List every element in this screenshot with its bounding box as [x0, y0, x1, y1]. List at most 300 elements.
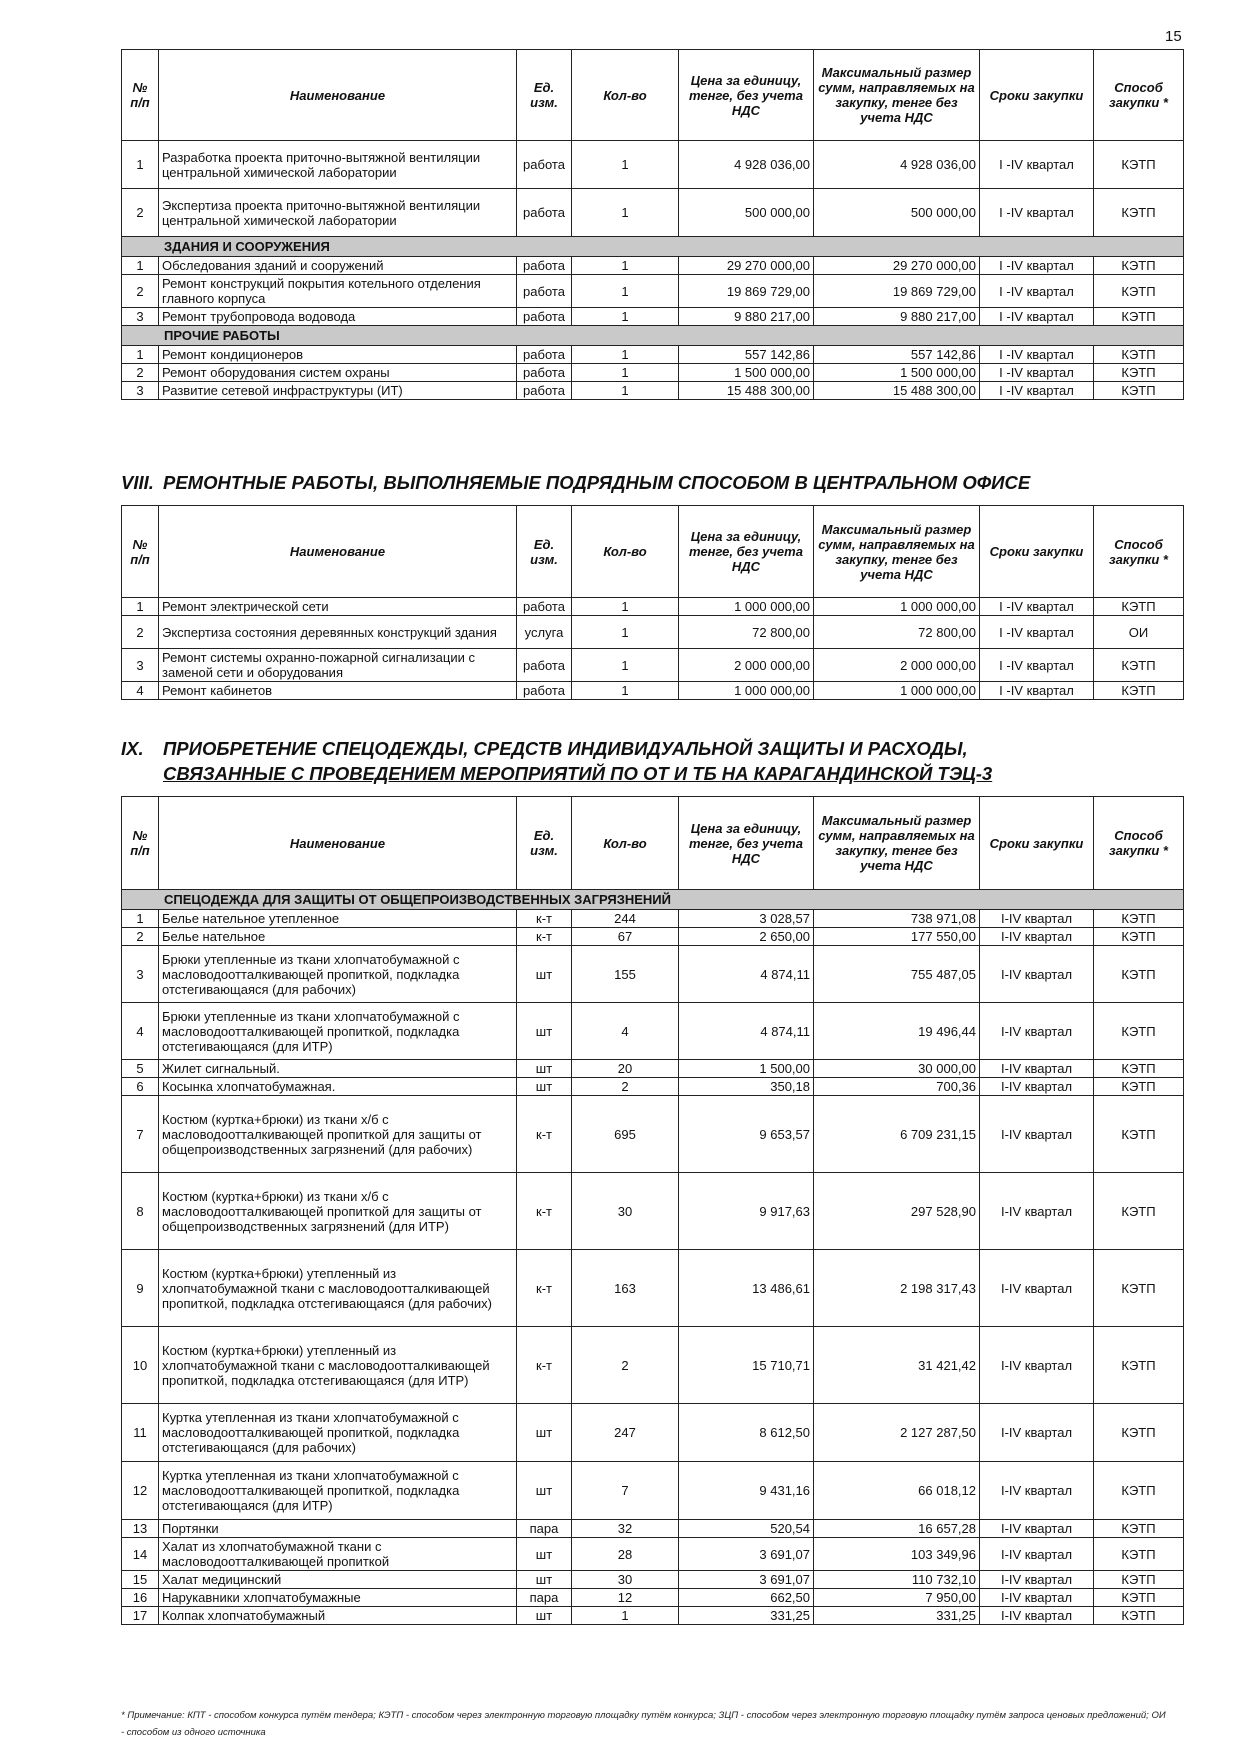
- unit-cell: шт: [517, 1404, 572, 1462]
- item-name: Ремонт трубопровода водовода: [159, 308, 517, 326]
- section-header-row: [122, 890, 1184, 910]
- unit-cell: к-т: [517, 1250, 572, 1327]
- unit-price-cell: 3 691,07: [679, 1538, 814, 1571]
- max-sum-cell: 2 198 317,43: [814, 1250, 980, 1327]
- unit-cell: работа: [517, 382, 572, 400]
- row-number: 5: [122, 1060, 159, 1078]
- method-cell: КЭТП: [1094, 257, 1184, 275]
- quantity-cell: 1: [572, 308, 679, 326]
- table-row: [122, 598, 1184, 616]
- unit-price-cell: 19 869 729,00: [679, 275, 814, 308]
- procurement-table-workwear: [121, 796, 1184, 1625]
- unit-cell: пара: [517, 1589, 572, 1607]
- unit-price-cell: 1 500 000,00: [679, 364, 814, 382]
- table-row: [122, 189, 1184, 237]
- row-number: 2: [122, 616, 159, 649]
- row-number: 1: [122, 910, 159, 928]
- quantity-cell: 1: [572, 598, 679, 616]
- term-cell: I -IV квартал: [980, 346, 1094, 364]
- item-name: Колпак хлопчатобумажный: [159, 1607, 517, 1625]
- item-name: Обследования зданий и сооружений: [159, 257, 517, 275]
- header-term: Сроки закупки: [980, 797, 1094, 890]
- unit-price-cell: 3 691,07: [679, 1571, 814, 1589]
- header-max-sum: Максимальный размер сумм, направляемых на закупку, тенге без учета НДС: [814, 50, 980, 141]
- method-cell: КЭТП: [1094, 1060, 1184, 1078]
- quantity-cell: 244: [572, 910, 679, 928]
- section-header-label: ПРОЧИЕ РАБОТЫ: [122, 326, 1184, 346]
- term-cell: I -IV квартал: [980, 189, 1094, 237]
- method-cell: КЭТП: [1094, 946, 1184, 1003]
- unit-cell: шт: [517, 1078, 572, 1096]
- header-num: № п/п: [122, 506, 159, 598]
- item-name: Нарукавники хлопчатобумажные: [159, 1589, 517, 1607]
- quantity-cell: 12: [572, 1589, 679, 1607]
- unit-cell: шт: [517, 1607, 572, 1625]
- header-method: Способ закупки *: [1094, 797, 1184, 890]
- quantity-cell: 4: [572, 1003, 679, 1060]
- item-name: Экспертиза проекта приточно-вытяжной вентиляции центральной химической лаборатории: [159, 189, 517, 237]
- term-cell: I-IV квартал: [980, 1462, 1094, 1520]
- section-heading-ix: [121, 736, 1183, 786]
- item-name: Развитие сетевой инфраструктуры (ИТ): [159, 382, 517, 400]
- row-number: 3: [122, 946, 159, 1003]
- unit-cell: работа: [517, 364, 572, 382]
- max-sum-cell: 72 800,00: [814, 616, 980, 649]
- section-title-line2: СВЯЗАННЫЕ С ПРОВЕДЕНИЕМ МЕРОПРИЯТИЙ ПО ОТ И ТБ НА КАРАГАНДИНСКОЙ ТЭЦ-3: [163, 763, 993, 784]
- method-cell: ОИ: [1094, 616, 1184, 649]
- term-cell: I -IV квартал: [980, 598, 1094, 616]
- term-cell: I-IV квартал: [980, 1078, 1094, 1096]
- method-cell: КЭТП: [1094, 928, 1184, 946]
- term-cell: I-IV квартал: [980, 1250, 1094, 1327]
- unit-price-cell: 557 142,86: [679, 346, 814, 364]
- unit-price-cell: 662,50: [679, 1589, 814, 1607]
- term-cell: I-IV квартал: [980, 1060, 1094, 1078]
- table-row: [122, 1520, 1184, 1538]
- page-number: 15: [1165, 28, 1182, 45]
- item-name: Жилет сигнальный.: [159, 1060, 517, 1078]
- item-name: Экспертиза состояния деревянных конструкций здания: [159, 616, 517, 649]
- header-num: № п/п: [122, 50, 159, 141]
- header-name: Наименование: [159, 797, 517, 890]
- unit-price-cell: 500 000,00: [679, 189, 814, 237]
- table-row: [122, 1538, 1184, 1571]
- quantity-cell: 30: [572, 1571, 679, 1589]
- unit-cell: работа: [517, 257, 572, 275]
- term-cell: I-IV квартал: [980, 1538, 1094, 1571]
- max-sum-cell: 1 500 000,00: [814, 364, 980, 382]
- quantity-cell: 67: [572, 928, 679, 946]
- unit-price-cell: 2 000 000,00: [679, 649, 814, 682]
- table-row: [122, 141, 1184, 189]
- quantity-cell: 30: [572, 1173, 679, 1250]
- unit-cell: работа: [517, 308, 572, 326]
- row-number: 17: [122, 1607, 159, 1625]
- header-unit: Ед. изм.: [517, 506, 572, 598]
- unit-price-cell: 520,54: [679, 1520, 814, 1538]
- header-max-sum: Максимальный размер сумм, направляемых на закупку, тенге без учета НДС: [814, 797, 980, 890]
- header-name: Наименование: [159, 50, 517, 141]
- item-name: Халат медицинский: [159, 1571, 517, 1589]
- term-cell: I-IV квартал: [980, 1404, 1094, 1462]
- table-row: [122, 257, 1184, 275]
- method-cell: КЭТП: [1094, 275, 1184, 308]
- item-name: Белье нательное утепленное: [159, 910, 517, 928]
- max-sum-cell: 110 732,10: [814, 1571, 980, 1589]
- max-sum-cell: 755 487,05: [814, 946, 980, 1003]
- table-row: [122, 346, 1184, 364]
- term-cell: I-IV квартал: [980, 1571, 1094, 1589]
- method-cell: КЭТП: [1094, 1250, 1184, 1327]
- unit-cell: работа: [517, 598, 572, 616]
- term-cell: I-IV квартал: [980, 1589, 1094, 1607]
- unit-cell: работа: [517, 649, 572, 682]
- quantity-cell: 1: [572, 682, 679, 700]
- row-number: 7: [122, 1096, 159, 1173]
- unit-price-cell: 29 270 000,00: [679, 257, 814, 275]
- item-name: Брюки утепленные из ткани хлопчатобумажной с масловодоотталкивающей пропиткой, подкладка отстегивающаяся (для ИТР): [159, 1003, 517, 1060]
- max-sum-cell: 7 950,00: [814, 1589, 980, 1607]
- table-header-row: [122, 797, 1184, 890]
- quantity-cell: 28: [572, 1538, 679, 1571]
- unit-cell: шт: [517, 1060, 572, 1078]
- footnote: * Примечание: КПТ - способом конкурса путём тендера; КЭТП - способом через электронную торговую площадку путём конкурса; ЗЦП - способом через электронную торговую площадку путём запроса ценовых предложений; ОИ - способом из одного источника: [121, 1710, 1166, 1738]
- term-cell: I -IV квартал: [980, 649, 1094, 682]
- quantity-cell: 1: [572, 382, 679, 400]
- unit-price-cell: 331,25: [679, 1607, 814, 1625]
- method-cell: КЭТП: [1094, 910, 1184, 928]
- unit-price-cell: 3 028,57: [679, 910, 814, 928]
- table-row: [122, 928, 1184, 946]
- term-cell: I -IV квартал: [980, 382, 1094, 400]
- item-name: Белье нательное: [159, 928, 517, 946]
- row-number: 3: [122, 649, 159, 682]
- row-number: 16: [122, 1589, 159, 1607]
- header-price: Цена за единицу, тенге, без учета НДС: [679, 797, 814, 890]
- table-row: [122, 616, 1184, 649]
- term-cell: I -IV квартал: [980, 141, 1094, 189]
- max-sum-cell: 30 000,00: [814, 1060, 980, 1078]
- row-number: 3: [122, 382, 159, 400]
- table-row: [122, 1078, 1184, 1096]
- unit-price-cell: 15 710,71: [679, 1327, 814, 1404]
- quantity-cell: 1: [572, 346, 679, 364]
- table-row: [122, 649, 1184, 682]
- max-sum-cell: 557 142,86: [814, 346, 980, 364]
- method-cell: КЭТП: [1094, 1607, 1184, 1625]
- section-header-label: ЗДАНИЯ И СООРУЖЕНИЯ: [122, 237, 1184, 257]
- row-number: 1: [122, 598, 159, 616]
- header-qty: Кол-во: [572, 50, 679, 141]
- unit-price-cell: 1 000 000,00: [679, 682, 814, 700]
- item-name: Ремонт оборудования систем охраны: [159, 364, 517, 382]
- header-method: Способ закупки *: [1094, 50, 1184, 141]
- row-number: 9: [122, 1250, 159, 1327]
- section-header-label: СПЕЦОДЕЖДА ДЛЯ ЗАЩИТЫ ОТ ОБЩЕПРОИЗВОДСТВЕННЫХ ЗАГРЯЗНЕНИЙ: [122, 890, 1184, 910]
- table-row: [122, 308, 1184, 326]
- item-name: Костюм (куртка+брюки) утепленный из хлопчатобумажной ткани с масловодоотталкивающей пропиткой, подкладка отстегивающаяся (для ИТР): [159, 1327, 517, 1404]
- unit-price-cell: 9 880 217,00: [679, 308, 814, 326]
- method-cell: КЭТП: [1094, 1078, 1184, 1096]
- quantity-cell: 2: [572, 1327, 679, 1404]
- table-row: [122, 1327, 1184, 1404]
- section-title: РЕМОНТНЫЕ РАБОТЫ, ВЫПОЛНЯЕМЫЕ ПОДРЯДНЫМ СПОСОБОМ В ЦЕНТРАЛЬНОМ ОФИСЕ: [163, 472, 1031, 493]
- item-name: Куртка утепленная из ткани хлопчатобумажной с масловодоотталкивающей пропиткой, подкладка отстегивающаяся (для ИТР): [159, 1462, 517, 1520]
- max-sum-cell: 1 000 000,00: [814, 598, 980, 616]
- table-row: [122, 382, 1184, 400]
- max-sum-cell: 16 657,28: [814, 1520, 980, 1538]
- method-cell: КЭТП: [1094, 308, 1184, 326]
- unit-price-cell: 1 500,00: [679, 1060, 814, 1078]
- item-name: Куртка утепленная из ткани хлопчатобумажной с масловодоотталкивающей пропиткой, подкладка отстегивающаяся (для рабочих): [159, 1404, 517, 1462]
- quantity-cell: 247: [572, 1404, 679, 1462]
- unit-price-cell: 13 486,61: [679, 1250, 814, 1327]
- row-number: 2: [122, 275, 159, 308]
- section-header-row: [122, 326, 1184, 346]
- method-cell: КЭТП: [1094, 1003, 1184, 1060]
- method-cell: КЭТП: [1094, 141, 1184, 189]
- max-sum-cell: 2 000 000,00: [814, 649, 980, 682]
- max-sum-cell: 2 127 287,50: [814, 1404, 980, 1462]
- item-name: Ремонт конструкций покрытия котельного отделения главного корпуса: [159, 275, 517, 308]
- term-cell: I -IV квартал: [980, 682, 1094, 700]
- table-row: [122, 1404, 1184, 1462]
- term-cell: I-IV квартал: [980, 1003, 1094, 1060]
- quantity-cell: 1: [572, 275, 679, 308]
- method-cell: КЭТП: [1094, 649, 1184, 682]
- header-unit: Ед. изм.: [517, 50, 572, 141]
- quantity-cell: 1: [572, 189, 679, 237]
- item-name: Ремонт электрической сети: [159, 598, 517, 616]
- max-sum-cell: 15 488 300,00: [814, 382, 980, 400]
- quantity-cell: 1: [572, 141, 679, 189]
- quantity-cell: 1: [572, 1607, 679, 1625]
- max-sum-cell: 19 869 729,00: [814, 275, 980, 308]
- table-row: [122, 275, 1184, 308]
- max-sum-cell: 738 971,08: [814, 910, 980, 928]
- term-cell: I -IV квартал: [980, 275, 1094, 308]
- row-number: 6: [122, 1078, 159, 1096]
- table-row: [122, 1607, 1184, 1625]
- method-cell: КЭТП: [1094, 598, 1184, 616]
- unit-price-cell: 15 488 300,00: [679, 382, 814, 400]
- item-name: Ремонт кабинетов: [159, 682, 517, 700]
- row-number: 4: [122, 682, 159, 700]
- unit-cell: к-т: [517, 1173, 572, 1250]
- max-sum-cell: 1 000 000,00: [814, 682, 980, 700]
- unit-cell: пара: [517, 1520, 572, 1538]
- row-number: 11: [122, 1404, 159, 1462]
- item-name: Брюки утепленные из ткани хлопчатобумажной с масловодоотталкивающей пропиткой, подкладка отстегивающаяся (для рабочих): [159, 946, 517, 1003]
- max-sum-cell: 331,25: [814, 1607, 980, 1625]
- method-cell: КЭТП: [1094, 1462, 1184, 1520]
- quantity-cell: 2: [572, 1078, 679, 1096]
- item-name: Косынка хлопчатобумажная.: [159, 1078, 517, 1096]
- unit-cell: шт: [517, 946, 572, 1003]
- method-cell: КЭТП: [1094, 1571, 1184, 1589]
- unit-cell: услуга: [517, 616, 572, 649]
- unit-cell: шт: [517, 1571, 572, 1589]
- term-cell: I-IV квартал: [980, 910, 1094, 928]
- method-cell: КЭТП: [1094, 346, 1184, 364]
- header-num: № п/п: [122, 797, 159, 890]
- unit-cell: к-т: [517, 910, 572, 928]
- row-number: 1: [122, 346, 159, 364]
- row-number: 8: [122, 1173, 159, 1250]
- unit-cell: к-т: [517, 1096, 572, 1173]
- section-title-line1: ПРИОБРЕТЕНИЕ СПЕЦОДЕЖДЫ, СРЕДСТВ ИНДИВИДУАЛЬНОЙ ЗАЩИТЫ И РАСХОДЫ,: [163, 738, 968, 759]
- item-name: Ремонт системы охранно-пожарной сигнализации с заменой сети и оборудования: [159, 649, 517, 682]
- method-cell: КЭТП: [1094, 1404, 1184, 1462]
- term-cell: I-IV квартал: [980, 1607, 1094, 1625]
- unit-price-cell: 8 612,50: [679, 1404, 814, 1462]
- max-sum-cell: 31 421,42: [814, 1327, 980, 1404]
- max-sum-cell: 700,36: [814, 1078, 980, 1096]
- term-cell: I-IV квартал: [980, 946, 1094, 1003]
- item-name: Портянки: [159, 1520, 517, 1538]
- table-row: [122, 1096, 1184, 1173]
- quantity-cell: 163: [572, 1250, 679, 1327]
- quantity-cell: 20: [572, 1060, 679, 1078]
- row-number: 4: [122, 1003, 159, 1060]
- unit-cell: работа: [517, 682, 572, 700]
- term-cell: I -IV квартал: [980, 308, 1094, 326]
- table-row: [122, 1173, 1184, 1250]
- row-number: 2: [122, 189, 159, 237]
- term-cell: I -IV квартал: [980, 364, 1094, 382]
- term-cell: I-IV квартал: [980, 1173, 1094, 1250]
- max-sum-cell: 4 928 036,00: [814, 141, 980, 189]
- unit-cell: работа: [517, 189, 572, 237]
- unit-cell: шт: [517, 1538, 572, 1571]
- method-cell: КЭТП: [1094, 1589, 1184, 1607]
- term-cell: I -IV квартал: [980, 257, 1094, 275]
- row-number: 1: [122, 257, 159, 275]
- max-sum-cell: 9 880 217,00: [814, 308, 980, 326]
- header-term: Сроки закупки: [980, 506, 1094, 598]
- header-qty: Кол-во: [572, 797, 679, 890]
- header-term: Сроки закупки: [980, 50, 1094, 141]
- item-name: Халат из хлопчатобумажной ткани с масловодоотталкивающей пропиткой: [159, 1538, 517, 1571]
- unit-cell: работа: [517, 346, 572, 364]
- table-row: [122, 1250, 1184, 1327]
- unit-cell: шт: [517, 1003, 572, 1060]
- row-number: 3: [122, 308, 159, 326]
- header-qty: Кол-во: [572, 506, 679, 598]
- method-cell: КЭТП: [1094, 682, 1184, 700]
- row-number: 2: [122, 928, 159, 946]
- quantity-cell: 32: [572, 1520, 679, 1538]
- unit-price-cell: 9 653,57: [679, 1096, 814, 1173]
- header-name: Наименование: [159, 506, 517, 598]
- section-header-row: [122, 237, 1184, 257]
- header-unit: Ед. изм.: [517, 797, 572, 890]
- table-row: [122, 946, 1184, 1003]
- unit-cell: к-т: [517, 1327, 572, 1404]
- unit-price-cell: 9 431,16: [679, 1462, 814, 1520]
- quantity-cell: 695: [572, 1096, 679, 1173]
- quantity-cell: 155: [572, 946, 679, 1003]
- table-row: [122, 682, 1184, 700]
- unit-price-cell: 72 800,00: [679, 616, 814, 649]
- header-price: Цена за единицу, тенге, без учета НДС: [679, 506, 814, 598]
- unit-cell: работа: [517, 275, 572, 308]
- max-sum-cell: 66 018,12: [814, 1462, 980, 1520]
- header-price: Цена за единицу, тенге, без учета НДС: [679, 50, 814, 141]
- section-number: VIII.: [121, 472, 154, 493]
- row-number: 13: [122, 1520, 159, 1538]
- table-header-row: [122, 50, 1184, 141]
- section-heading-viii: [121, 470, 1183, 495]
- unit-price-cell: 4 874,11: [679, 1003, 814, 1060]
- max-sum-cell: 6 709 231,15: [814, 1096, 980, 1173]
- table-row: [122, 364, 1184, 382]
- unit-price-cell: 350,18: [679, 1078, 814, 1096]
- unit-price-cell: 4 874,11: [679, 946, 814, 1003]
- item-name: Костюм (куртка+брюки) из ткани х/б с масловодоотталкивающей пропиткой для защиты от общепроизводственных загрязнений (для рабочих): [159, 1096, 517, 1173]
- unit-cell: работа: [517, 141, 572, 189]
- procurement-table-repairs: [121, 49, 1184, 400]
- row-number: 14: [122, 1538, 159, 1571]
- quantity-cell: 1: [572, 364, 679, 382]
- unit-price-cell: 4 928 036,00: [679, 141, 814, 189]
- table-row: [122, 1571, 1184, 1589]
- term-cell: I-IV квартал: [980, 1520, 1094, 1538]
- section-number: IX.: [121, 738, 144, 759]
- method-cell: КЭТП: [1094, 364, 1184, 382]
- max-sum-cell: 19 496,44: [814, 1003, 980, 1060]
- max-sum-cell: 103 349,96: [814, 1538, 980, 1571]
- header-max-sum: Максимальный размер сумм, направляемых на закупку, тенге без учета НДС: [814, 506, 980, 598]
- unit-cell: шт: [517, 1462, 572, 1520]
- max-sum-cell: 297 528,90: [814, 1173, 980, 1250]
- quantity-cell: 1: [572, 257, 679, 275]
- method-cell: КЭТП: [1094, 1096, 1184, 1173]
- table-row: [122, 1462, 1184, 1520]
- max-sum-cell: 500 000,00: [814, 189, 980, 237]
- method-cell: КЭТП: [1094, 1173, 1184, 1250]
- quantity-cell: 1: [572, 616, 679, 649]
- method-cell: КЭТП: [1094, 1327, 1184, 1404]
- row-number: 15: [122, 1571, 159, 1589]
- term-cell: I-IV квартал: [980, 928, 1094, 946]
- method-cell: КЭТП: [1094, 1538, 1184, 1571]
- row-number: 12: [122, 1462, 159, 1520]
- item-name: Ремонт кондиционеров: [159, 346, 517, 364]
- row-number: 10: [122, 1327, 159, 1404]
- table-row: [122, 1589, 1184, 1607]
- term-cell: I -IV квартал: [980, 616, 1094, 649]
- quantity-cell: 7: [572, 1462, 679, 1520]
- table-row: [122, 1060, 1184, 1078]
- max-sum-cell: 177 550,00: [814, 928, 980, 946]
- method-cell: КЭТП: [1094, 1520, 1184, 1538]
- table-row: [122, 1003, 1184, 1060]
- unit-price-cell: 1 000 000,00: [679, 598, 814, 616]
- term-cell: I-IV квартал: [980, 1096, 1094, 1173]
- unit-price-cell: 2 650,00: [679, 928, 814, 946]
- header-method: Способ закупки *: [1094, 506, 1184, 598]
- max-sum-cell: 29 270 000,00: [814, 257, 980, 275]
- item-name: Разработка проекта приточно-вытяжной вентиляции центральной химической лаборатории: [159, 141, 517, 189]
- procurement-table-office-repairs: [121, 505, 1184, 700]
- quantity-cell: 1: [572, 649, 679, 682]
- row-number: 1: [122, 141, 159, 189]
- unit-price-cell: 9 917,63: [679, 1173, 814, 1250]
- method-cell: КЭТП: [1094, 382, 1184, 400]
- item-name: Костюм (куртка+брюки) из ткани х/б с масловодоотталкивающей пропиткой для защиты от общепроизводственных загрязнений (для ИТР): [159, 1173, 517, 1250]
- method-cell: КЭТП: [1094, 189, 1184, 237]
